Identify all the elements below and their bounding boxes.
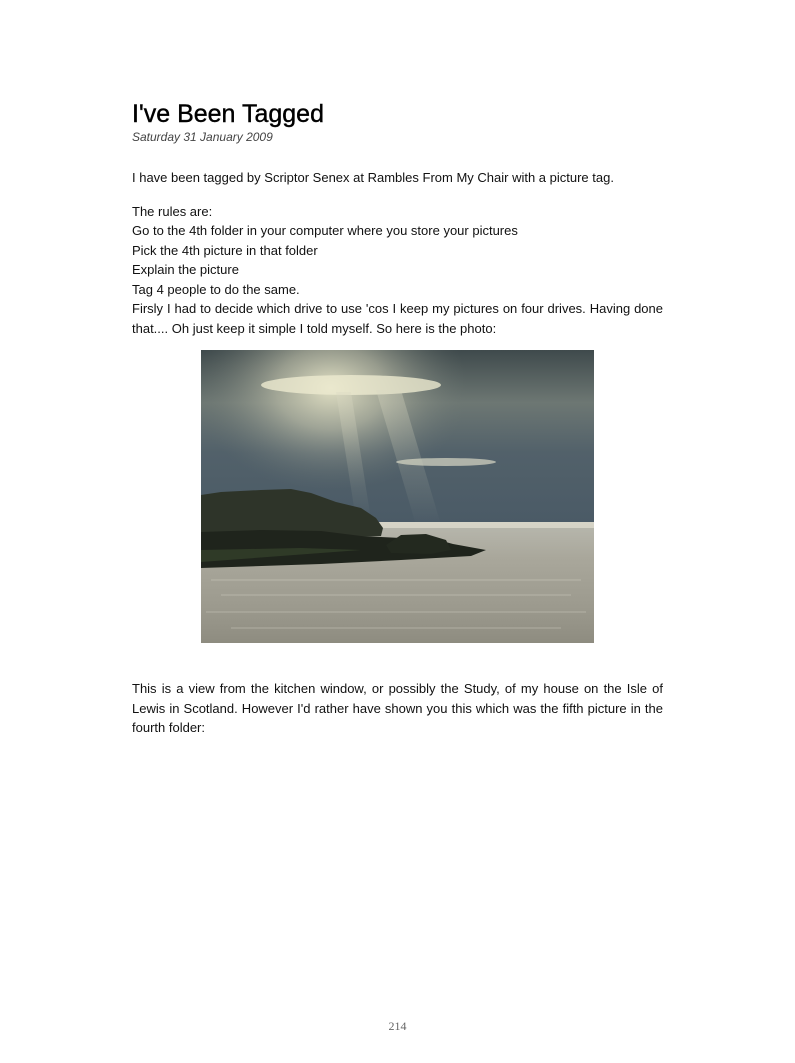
- intro-paragraph: I have been tagged by Scriptor Senex at Rambles From My Chair with a picture tag.: [132, 170, 614, 185]
- rules-heading: The rules are:: [132, 203, 213, 219]
- rule-item: Explain the picture: [132, 262, 239, 277]
- rule-item: Tag 4 people to do the same.: [132, 281, 300, 297]
- after-photo-block: [132, 679, 663, 738]
- after-photo-paragraph: This is a view from the kitchen window, or possibly the Study, of my house on the Isle of Lewis in Scotland. However I'd rather have shown you this which was the fifth picture in the fourth folder:: [132, 681, 663, 735]
- rule-item: Pick the 4th picture in that folder: [132, 242, 318, 258]
- blog-post: [132, 98, 663, 735]
- photo-image: [201, 350, 594, 643]
- rule-item: Go to the 4th folder in your computer where you store your pictures: [132, 223, 518, 238]
- post-date: Saturday 31 January 2009: [132, 130, 273, 144]
- post-title: I've Been Tagged: [132, 100, 324, 128]
- explanation-paragraph: Firsly I had to decide which drive to use 'cos I keep my pictures on four drives. Having done that.... Oh just keep it simple I told myself. So here is the photo:: [132, 301, 663, 336]
- page-number: 214: [388, 1019, 407, 1033]
- sea-view-photo: [201, 350, 594, 643]
- rules-block: [132, 202, 663, 339]
